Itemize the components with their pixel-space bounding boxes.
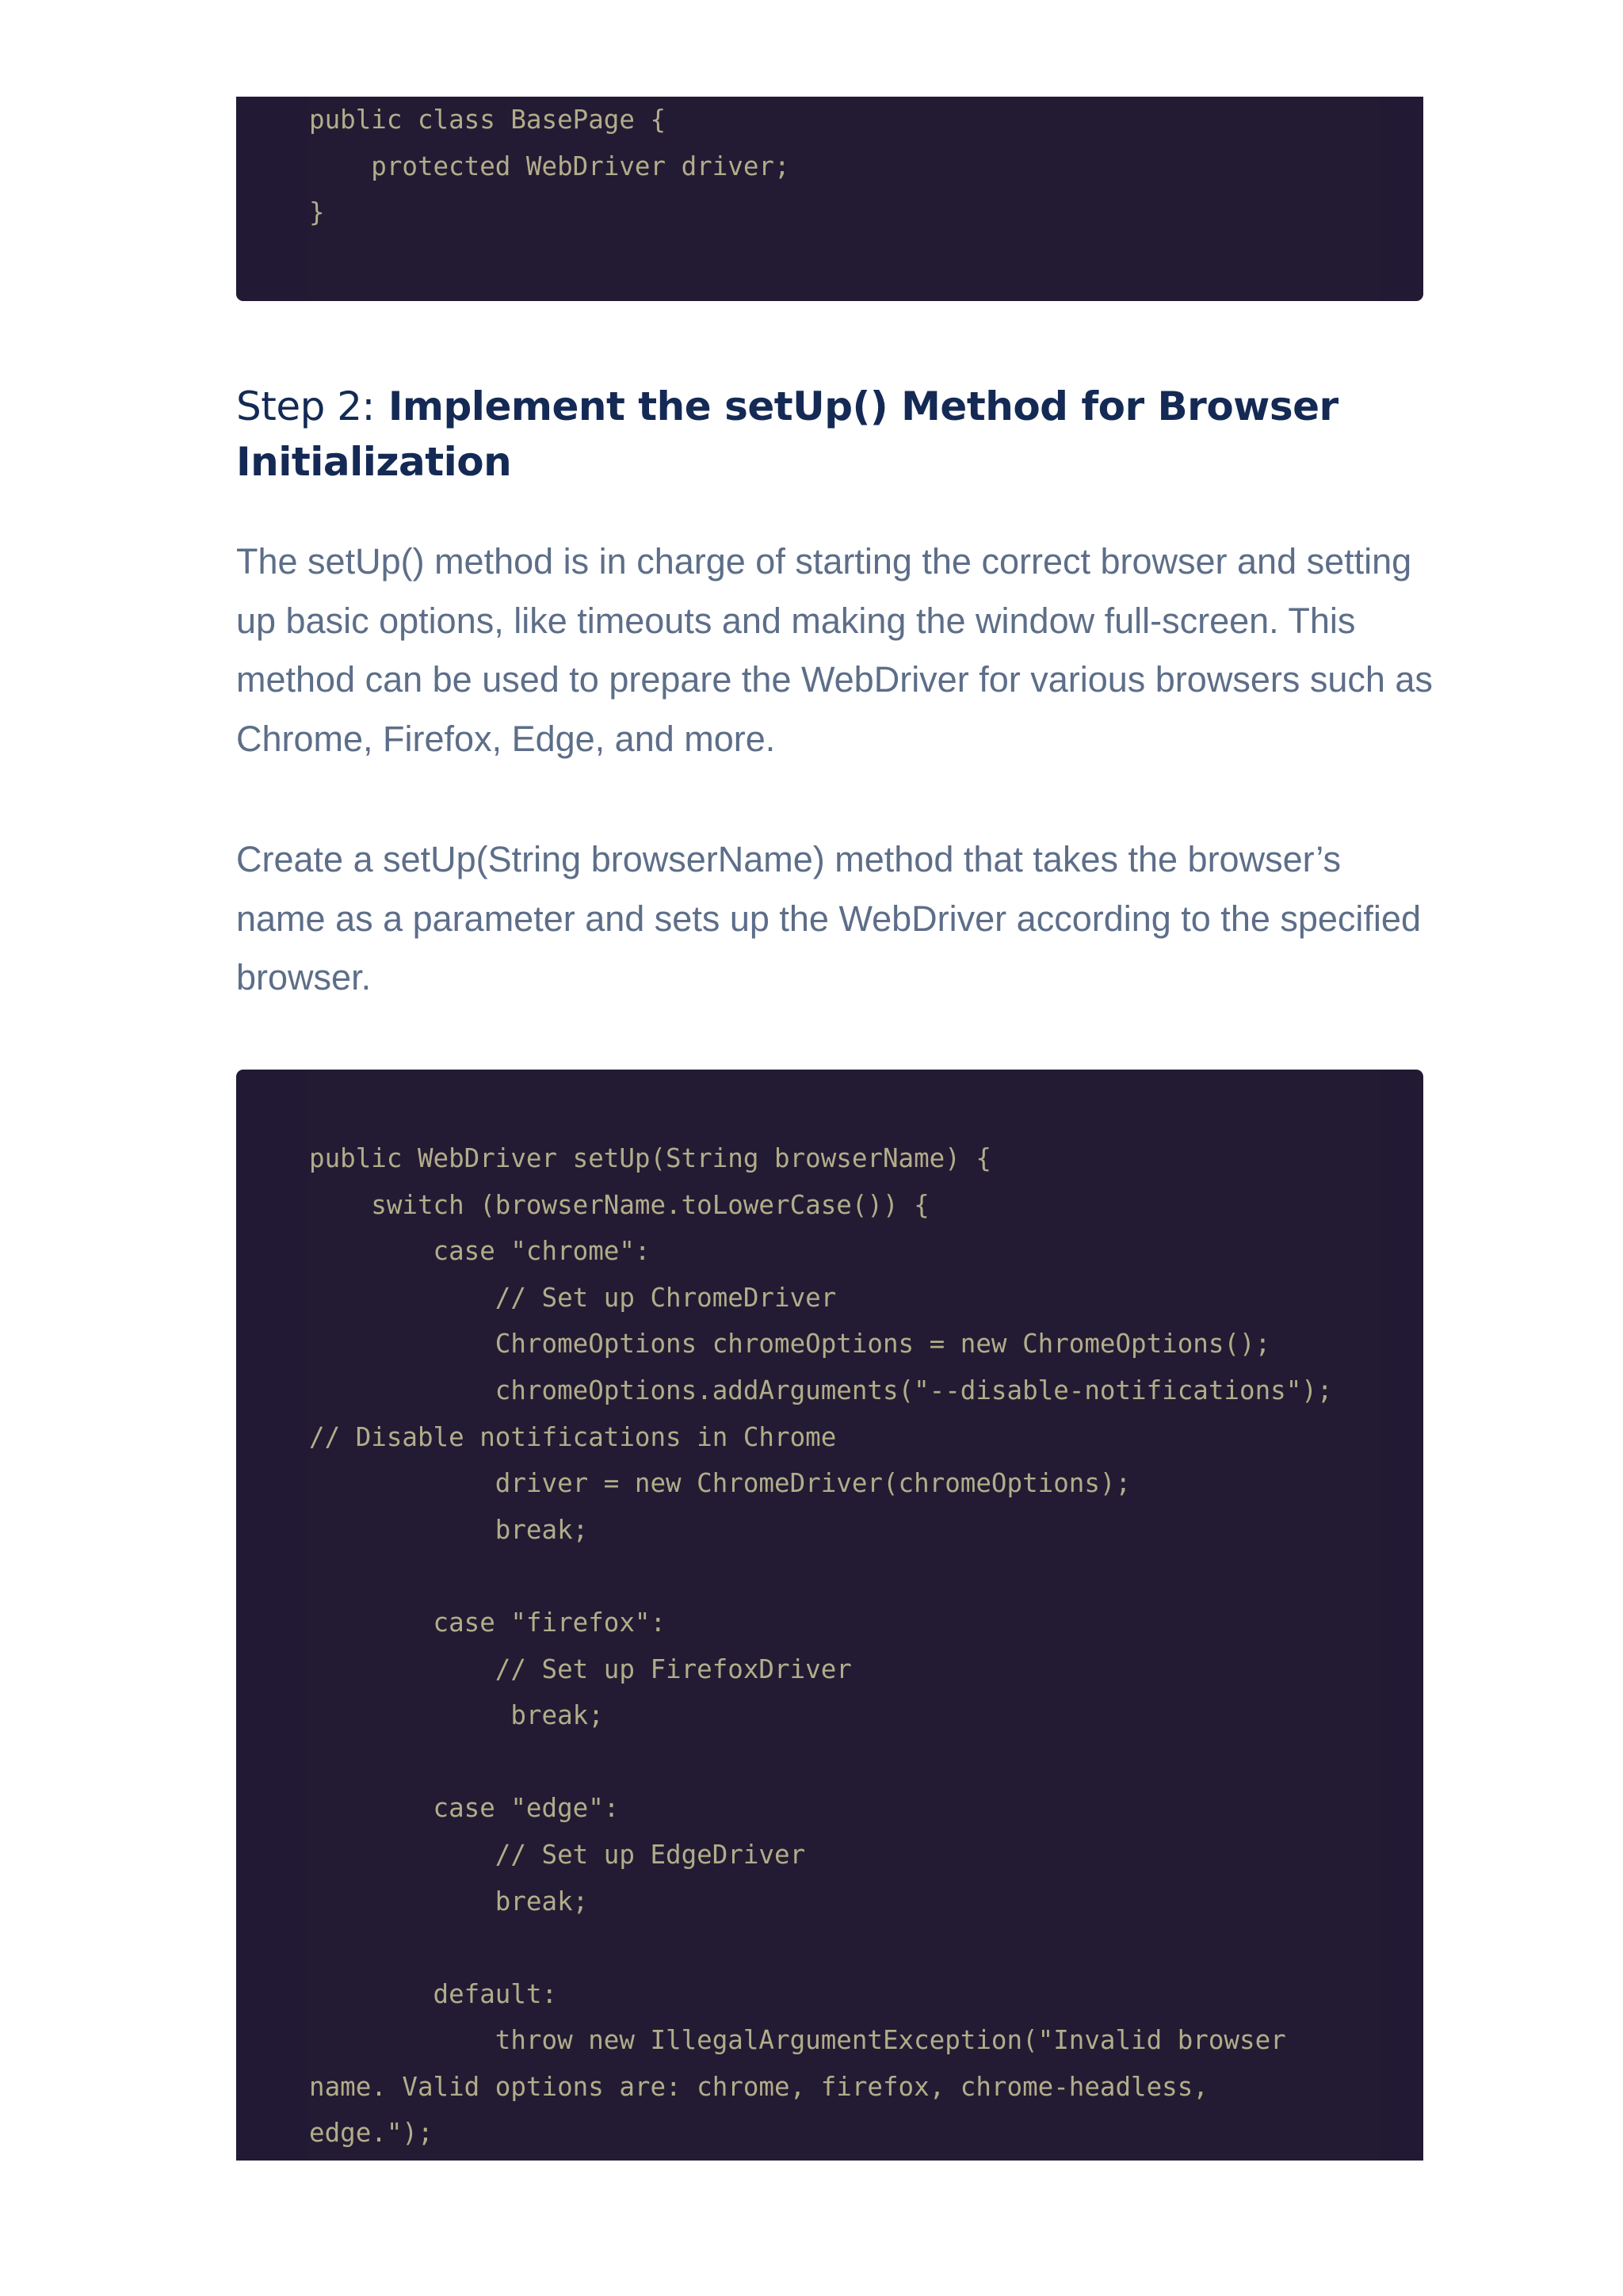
setup-description-paragraph: The setUp() method is in charge of starting the correct browser and setting up basic options, like timeouts and making the window full-screen. This method can be used to prepare the WebDriver for various browsers such as Chrome, Firefox, Edge, and more. [236,541,1433,759]
step-2-heading [236,379,1425,490]
setup-instruction-paragraph: Create a setUp(String browserName) method that takes the browser’s name as a parameter and sets up the WebDriver according to the specified browser. [236,839,1421,997]
code-block-baseclass [236,97,1423,301]
code-block-setup-method [236,1070,1423,2161]
code-listing-setup-method: public WebDriver setUp(String browserName) { switch (browserName.toLowerCase()) { case "chrome": // Set up ChromeDriver ChromeOptions chromeOptions = new ChromeOptions(); chromeOptions.addArguments("--disable-notifications"); // Disable notifications in Chrome driver = new ChromeDriver(chromeOptions); break; case "firefox": // Set up FirefoxDriver break; case "edge": // Set up EdgeDriver break; default: throw new IllegalArgumentException("Invalid browser name. Valid options are: chrome, firefox, chrome-headless, edge."); [309,1143,1333,2149]
step-2-prefix: Step 2: [236,383,375,429]
code-listing-baseclass: public class BasePage { protected WebDriver driver; } [309,105,790,228]
step-2-title: Implement the setUp() Method for Browser Initialization [236,383,1338,485]
